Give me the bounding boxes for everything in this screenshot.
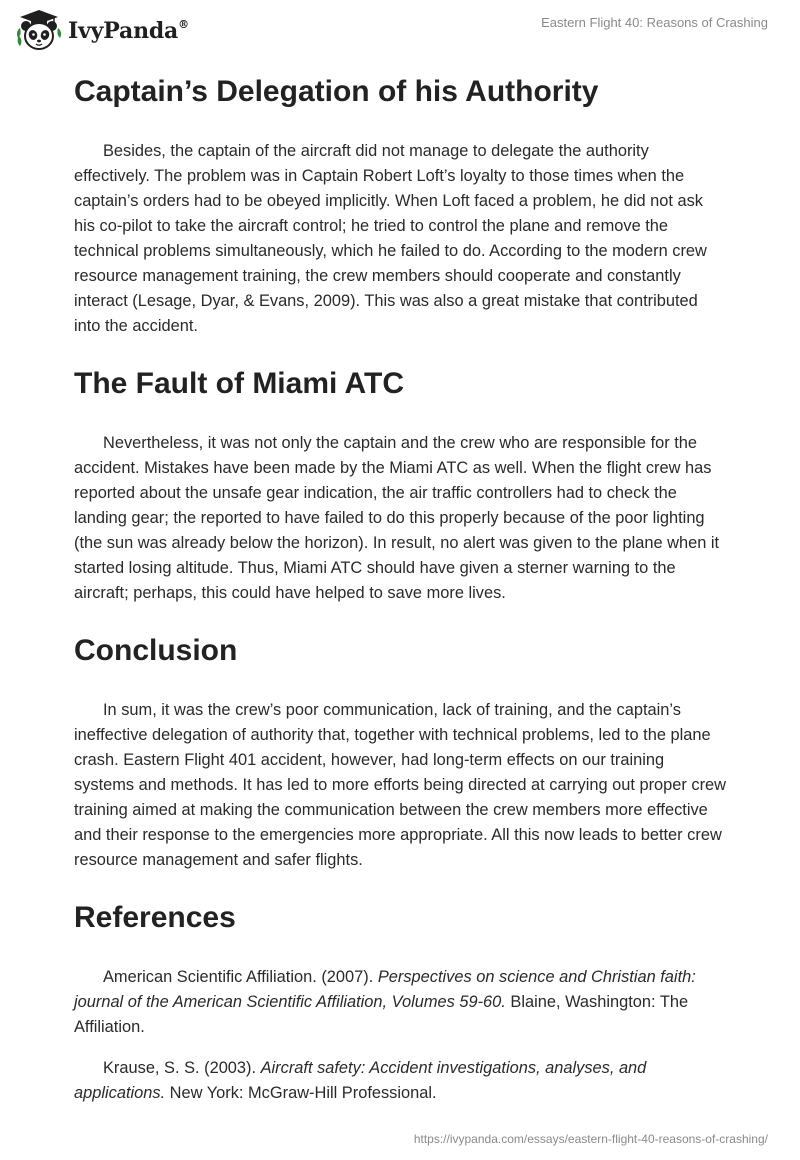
paragraph-miami-atc: Nevertheless, it was not only the captain and the crew who are responsible for the accident. Mistakes have been made by the Miami ATC as well. When the flight crew has reported about the unsafe gear indication, the air traffic controllers had to check the landing gear; the reported to have failed to do this properly because of the poor lighting (the sun was already below the horizon). In result, no alert was given to the plane when it started losing altitude. Thus, Miami ATC should have given a sterner warning to the aircraft; perhaps, this could have helped to save more lives. [74, 434, 720, 602]
reference-item: American Scientific Affiliation. (2007). Perspectives on science and Christian faith: journal of the American Scientific Affiliation, Volumes 59-60. Blaine, Washington: The Affiliation. [74, 968, 696, 1036]
panda-graduate-icon [14, 8, 64, 54]
paragraph-delegation: Besides, the captain of the aircraft did not manage to delegate the authority effectively. The problem was in Captain Robert Loft’s loyalty to those times when the captain’s orders had to be obeyed implicitly. When Loft faced a problem, he did not ask his co-pilot to take the aircraft control; he tried to control the plane and remove the technical problems simultaneously, which he failed to do. According to the modern crew resource management training, the crew members should cooperate and constantly interact (Lesage, Dyar, & Evans, 2009). This was also a great mistake that contributed into the accident. [74, 142, 707, 335]
brand-name: IvyPanda® [68, 17, 189, 44]
section-heading-conclusion: Conclusion [74, 634, 238, 667]
document-title: Eastern Flight 40: Reasons of Crashing [541, 15, 768, 30]
section-heading-miami-atc: The Fault of Miami ATC [74, 367, 404, 400]
section-heading-delegation: Captain’s Delegation of his Authority [74, 75, 599, 108]
page-header [0, 0, 800, 60]
ivypanda-logo[interactable] [14, 8, 189, 54]
registered-mark: ® [178, 17, 189, 31]
essay-content [74, 66, 726, 1106]
footer-source-url[interactable]: https://ivypanda.com/essays/eastern-flight-40-reasons-of-crashing/ [413, 1132, 768, 1146]
reference-item: Krause, S. S. (2003). Aircraft safety: Accident investigations, analyses, and applications. New York: McGraw-Hill Professional. [74, 1059, 647, 1102]
paragraph-conclusion: In sum, it was the crew’s poor communication, lack of training, and the captain’s ineffective delegation of authority that, together with technical problems, led to the plane crash. Eastern Flight 401 accident, however, had long-term effects on our training systems and methods. It has led to more efforts being directed at carrying out proper crew training aimed at making the communication between the crew members more effective and their response to the emergencies more appropriate. All this now leads to better crew resource management and safer flights. [74, 701, 726, 869]
section-heading-references: References [74, 901, 236, 934]
